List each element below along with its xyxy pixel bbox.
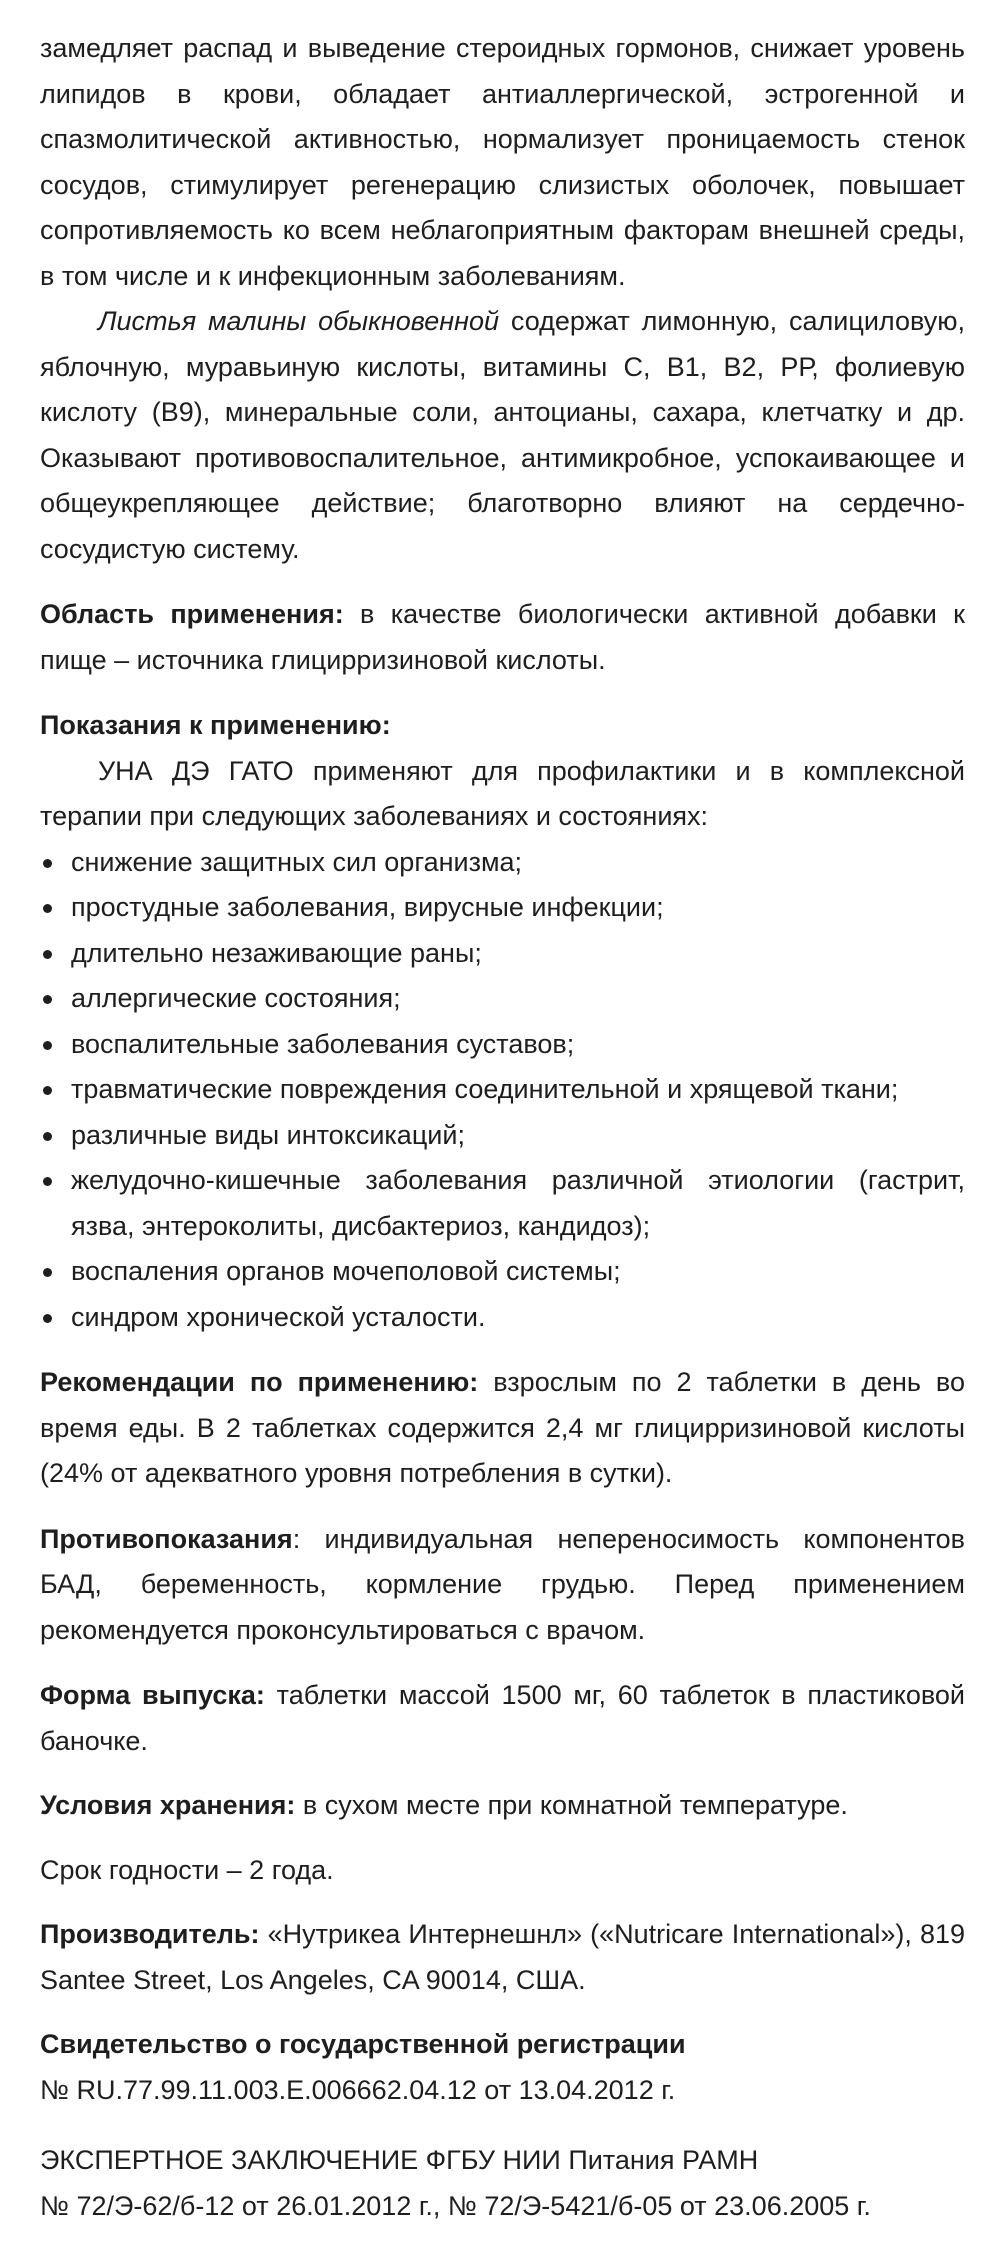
- application-section: [40, 592, 965, 683]
- storage-text: в сухом месте при комнатной температуре.: [295, 1790, 848, 1820]
- release-form-text: таблетки массой 1500 мг, 60 таблеток в пластиковой баночке.: [40, 1680, 965, 1756]
- list-item: травматические повреждения соединительной и хрящевой ткани;: [40, 1067, 965, 1113]
- raspberry-text: содержат лимонную, салициловую, яблочную, муравьиную кислоты, витамины С, В1, В2, РР, фолиевую кислоту (В9), минеральные соли, антоцианы, сахара, клетчатку и др. Оказывают противовоспалительное, антимикробное, успокаивающее и общеукрепляющее действие; благотворно влияют на сердечно-сосудистую систему.: [40, 306, 965, 564]
- list-item: синдром хронической усталости.: [40, 1295, 965, 1341]
- document-page: [40, 26, 965, 2229]
- raspberry-paragraph: [40, 299, 965, 572]
- contraindications-text: : индивидуальная непереносимость компонентов БАД, беременность, кормление грудью. Перед применением рекомендуется проконсультироваться с врачом.: [40, 1523, 965, 1645]
- indications-label: Показания к применению:: [40, 710, 391, 740]
- expert-section: [40, 2138, 965, 2229]
- list-item: желудочно-кишечные заболевания различной этиологии (гастрит, язва, энтероколиты, дисбактериоз, кандидоз);: [40, 1158, 965, 1249]
- list-item: снижение защитных сил организма;: [40, 840, 965, 886]
- application-text: в качестве биологически активной добавки к пище – источника глицирризиновой кислоты.: [40, 599, 965, 675]
- manufacturer-section: [40, 1912, 965, 2003]
- list-item: аллергические состояния;: [40, 976, 965, 1022]
- release-form-section: [40, 1673, 965, 1764]
- registration-number: № RU.77.99.11.003.Е.006662.04.12 от 13.04.2012 г.: [40, 2074, 676, 2105]
- registration-section: [40, 2022, 965, 2113]
- release-form-label: Форма выпуска:: [40, 1680, 265, 1710]
- registration-heading: [40, 2022, 965, 2068]
- list-item: различные виды интоксикаций;: [40, 1113, 965, 1159]
- intro-paragraph: замедляет распад и выведение стероидных гормонов, снижает уровень липидов в крови, обладает антиаллергической, эстрогенной и спазмолитической активностью, нормализует проницаемость стенок сосудов, стимулирует регенерацию слизистых оболочек, повышает сопротивляемость ко всем неблагоприятным факторам внешней среды, в том числе и к инфекционным заболеваниям.: [40, 33, 965, 291]
- registration-label: Свидетельство о государственной регистрации: [40, 2029, 686, 2059]
- shelf-life: Срок годности – 2 года.: [40, 1854, 334, 1885]
- contraindications-label: Противопоказания: [40, 1523, 293, 1554]
- raspberry-title: Листья малины обыкновенной: [98, 306, 500, 336]
- indications-heading: [40, 703, 965, 749]
- application-label: Область применения:: [40, 599, 344, 629]
- storage-label: Условия хранения:: [40, 1790, 296, 1820]
- recommendations-label: Рекомендации по применению:: [40, 1367, 479, 1397]
- list-item: длительно незаживающие раны;: [40, 931, 965, 977]
- indications-section: [40, 703, 965, 1340]
- manufacturer-text: «Нутрикеа Интернешнл» («Nutricare International»), 819 Santee Street, Los Angeles, CA 90014, США.: [40, 1919, 965, 1995]
- recommendations-text: взрослым по 2 таблетки в день во время еды. В 2 таблетках содержится 2,4 мг глицирризиновой кислоты (24% от адекватного уровня потребления в сутки).: [40, 1367, 965, 1488]
- manufacturer-label: Производитель:: [40, 1919, 260, 1949]
- expert-line-1: ЭКСПЕРТНОЕ ЗАКЛЮЧЕНИЕ ФГБУ НИИ Питания РАМН: [40, 2145, 759, 2175]
- list-item: простудные заболевания, вирусные инфекции;: [40, 885, 965, 931]
- list-item: воспаления органов мочеполовой системы;: [40, 1249, 965, 1295]
- recommendations-section: [40, 1360, 965, 1497]
- contraindications-section: [40, 1517, 965, 1654]
- storage-section: [40, 1783, 965, 1829]
- list-item: воспалительные заболевания суставов;: [40, 1022, 965, 1068]
- indications-intro: УНА ДЭ ГАТО применяют для профилактики и в комплексной терапии при следующих заболеваниях и состояниях:: [40, 755, 965, 831]
- expert-line-2: № 72/Э-62/б-12 от 26.01.2012 г., № 72/Э-5421/б-05 от 23.06.2005 г.: [40, 2190, 871, 2221]
- indications-list: [40, 840, 965, 1341]
